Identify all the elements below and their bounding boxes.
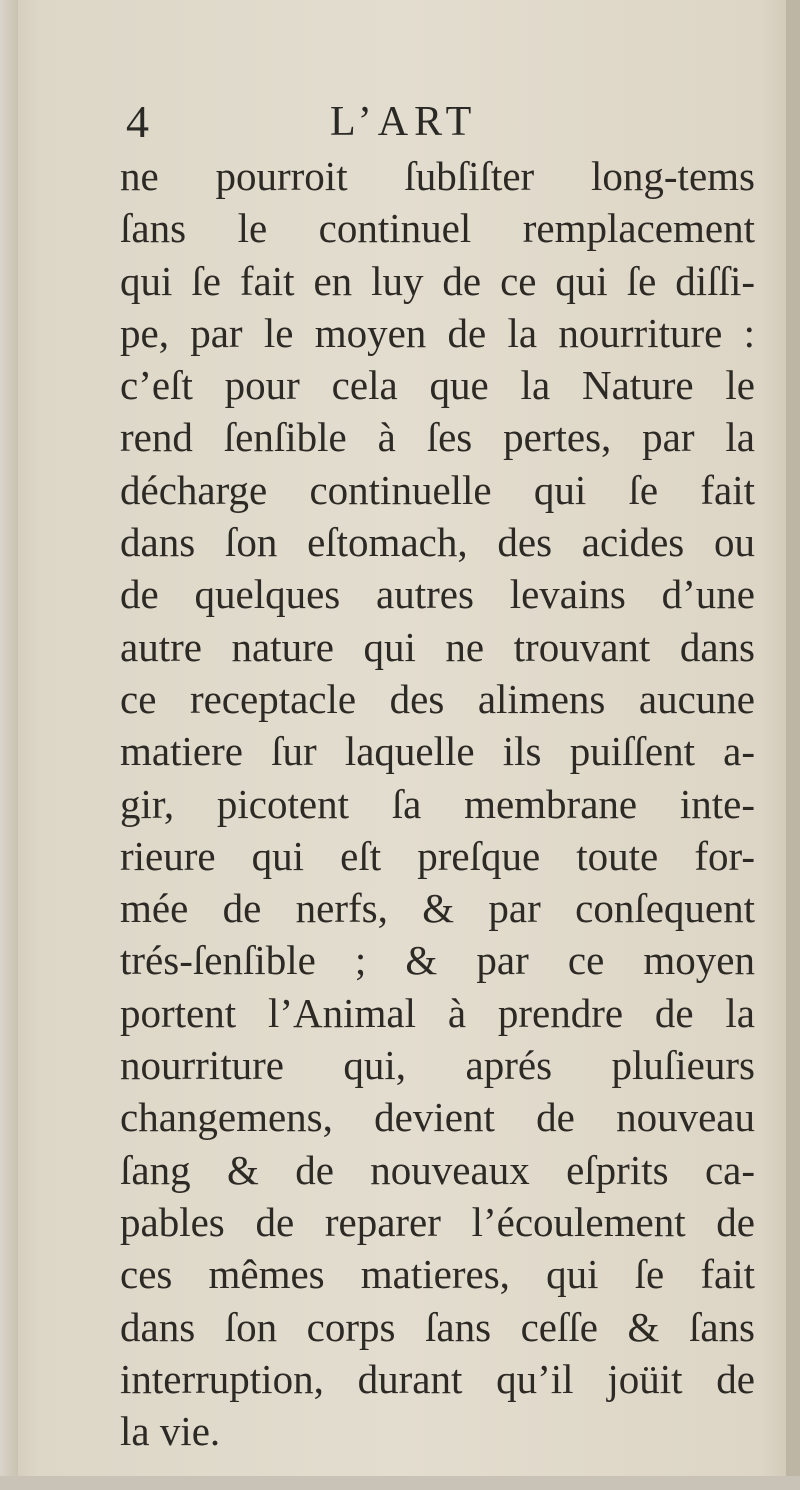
text-line: ſang & de nouveaux eſprits ca-: [120, 1146, 755, 1193]
text-line: matiere ſur laquelle ils puiſſent a-: [120, 728, 755, 775]
text-line: interruption, durant qu’il joüit de: [120, 1355, 755, 1402]
text-line: nourriture qui, aprés pluſieurs: [120, 1042, 755, 1089]
page-number: 4: [126, 96, 149, 147]
text-line: rend ſenſible à ſes pertes, par la: [120, 414, 755, 461]
text-line: dans ſon corps ſans ceſſe & ſans: [120, 1303, 755, 1350]
body-text: [120, 150, 755, 1457]
text-line: pables de reparer l’écoulement de: [120, 1198, 755, 1245]
page-header: [120, 92, 740, 152]
text-line: qui ſe fait en luy de ce qui ſe diſſi-: [120, 257, 755, 304]
text-line: c’eſt pour cela que la Nature le: [120, 362, 755, 409]
page-left-margin: [0, 0, 18, 1490]
text-line: ce receptacle des alimens aucune: [120, 675, 755, 722]
text-line: dans ſon eſtomach, des acides ou: [120, 519, 755, 566]
text-line: ſans le continuel remplacement: [120, 205, 755, 252]
text-line: changemens, devient de nouveau: [120, 1094, 755, 1141]
page-bottom-edge: [0, 1476, 800, 1490]
running-title: L’ART: [330, 99, 478, 145]
text-line: autre nature qui ne trouvant dans: [120, 623, 755, 670]
text-line: mée de nerfs, & par conſequent: [120, 885, 755, 932]
text-line: gir, picotent ſa membrane inte-: [120, 780, 755, 827]
text-line: rieure qui eſt preſque toute for-: [120, 832, 755, 879]
text-line: la vie.: [120, 1408, 221, 1455]
text-line: ne pourroit ſubſiſter long-tems: [120, 153, 755, 199]
text-line: portent l’Animal à prendre de la: [120, 989, 755, 1036]
page-right-edge: [786, 0, 800, 1490]
text-line: ces mêmes matieres, qui ſe fait: [120, 1251, 755, 1298]
text-line: pe, par le moyen de la nourriture :: [120, 309, 755, 356]
text-line: décharge continuelle qui ſe fait: [120, 466, 755, 513]
text-line: de quelques autres levains d’une: [120, 571, 755, 618]
text-line: trés-ſenſible ; & par ce moyen: [120, 937, 755, 984]
